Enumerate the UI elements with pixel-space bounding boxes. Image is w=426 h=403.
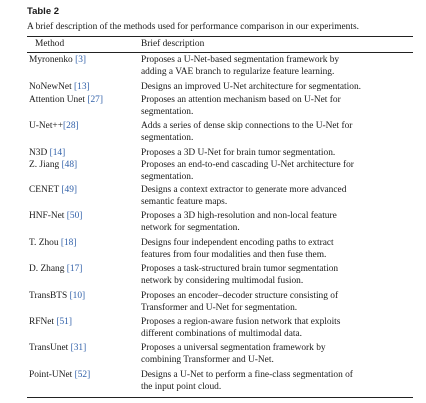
method-name [29, 82, 90, 94]
method-label: TransUnet [29, 343, 69, 353]
description-line: Proposes a task-structured brain tumor segmentation [141, 264, 339, 274]
citation-link[interactable]: [52] [74, 370, 91, 380]
method-label: Point-UNet [29, 370, 73, 380]
method-name [29, 238, 76, 250]
citation-link[interactable]: [3] [75, 55, 87, 65]
method-name [29, 343, 86, 355]
description-line: adding a VAE branch to regularize feature learning. [141, 66, 335, 77]
description-line: Proposes a 3D U-Net for brain tumor segmentation. [141, 148, 336, 158]
method-label: RFNet [29, 317, 55, 327]
method-name [29, 55, 86, 67]
method-description [141, 95, 413, 118]
citation-link[interactable]: [14] [49, 148, 66, 158]
method-label: TransBTS [29, 291, 68, 301]
method-description [141, 238, 413, 261]
description-line: Designs four independent encoding paths to extract [141, 238, 334, 248]
description-line: combining Transformer and U-Net. [141, 354, 274, 365]
method-label: CENET [29, 185, 60, 195]
method-description [141, 317, 413, 340]
method-description [141, 343, 413, 366]
method-description [141, 121, 413, 144]
description-line: segmentation. [141, 132, 194, 143]
method-description [141, 211, 413, 234]
method-name [29, 291, 85, 303]
method-name [29, 121, 79, 133]
method-description [141, 370, 413, 393]
description-line: the input point cloud. [141, 381, 222, 392]
method-name [29, 95, 103, 107]
citation-link[interactable]: [28] [63, 121, 79, 131]
citation-link[interactable]: [31] [70, 343, 87, 353]
method-description [141, 264, 413, 287]
method-label: HNF-Net [29, 211, 65, 221]
method-description [141, 148, 413, 160]
table-caption: A brief description of the methods used for performance comparison in our experiments. [27, 22, 359, 32]
description-line: segmentation. [141, 106, 194, 117]
description-line: segmentation. [141, 171, 194, 182]
description-line: Proposes an attention mechanism based on U-Net for [141, 95, 341, 105]
description-line: Designs an improved U-Net architecture for segmentation. [141, 82, 361, 92]
description-line: network by considering multimodal fusion. [141, 275, 304, 286]
citation-link[interactable]: [49] [61, 185, 78, 195]
description-line: Proposes a U-Net-based segmentation framework by [141, 55, 340, 65]
description-line: Designs a U-Net to perform a fine-class segmentation of [141, 370, 353, 380]
description-line: Proposes an encoder–decoder structure consisting of [141, 291, 339, 301]
description-line: features from four modalities and then fuse them. [141, 249, 327, 260]
method-column-header: Method [35, 39, 65, 49]
method-label: Z. Jiang [29, 160, 60, 170]
method-label: D. Zhang [29, 264, 65, 274]
method-name [29, 185, 77, 197]
method-name [29, 264, 82, 276]
method-description [141, 185, 413, 208]
table-label: Table 2 [27, 6, 60, 17]
description-line: Designs a context extractor to generate more advanced [141, 185, 347, 195]
method-label: N3D [29, 148, 48, 158]
method-label: Attention Unet [29, 95, 85, 105]
method-label: T. Zhou [29, 238, 59, 248]
method-label: Myronenko [29, 55, 73, 65]
description-line: Proposes a universal segmentation framework by [141, 343, 326, 353]
description-line: Proposes a region-aware fusion network that exploits [141, 317, 341, 327]
description-column-header: Brief description [141, 39, 205, 49]
description-line: Proposes an end-to-end cascading U-Net architecture for [141, 160, 354, 170]
citation-link[interactable]: [48] [61, 160, 78, 170]
citation-link[interactable]: [10] [69, 291, 86, 301]
method-label: U-Net++ [29, 121, 64, 131]
description-line: semantic feature maps. [141, 196, 228, 207]
method-name [29, 148, 65, 160]
description-line: Transformer and U-Net for segmentation. [141, 302, 298, 313]
description-line: Adds a series of dense skip connections to the U-Net for [141, 121, 353, 131]
citation-link[interactable]: [13] [74, 82, 90, 92]
method-description [141, 291, 413, 314]
method-name [29, 160, 77, 172]
table-bottom-rule [27, 397, 413, 398]
method-name [29, 211, 82, 223]
method-label: NoNewNet [29, 82, 72, 92]
citation-link[interactable]: [51] [56, 317, 72, 327]
citation-link[interactable]: [27] [87, 95, 103, 105]
method-description [141, 55, 413, 78]
citation-link[interactable]: [50] [66, 211, 83, 221]
citation-link[interactable]: [17] [66, 264, 83, 274]
method-description [141, 160, 413, 183]
method-name [29, 317, 72, 329]
method-description [141, 82, 413, 94]
description-line: network for segmentation. [141, 222, 240, 233]
description-line: different combinations of multimodal data. [141, 328, 302, 339]
description-line: Proposes a 3D high-resolution and non-local feature [141, 211, 337, 221]
citation-link[interactable]: [18] [60, 238, 77, 248]
method-name [29, 370, 90, 382]
